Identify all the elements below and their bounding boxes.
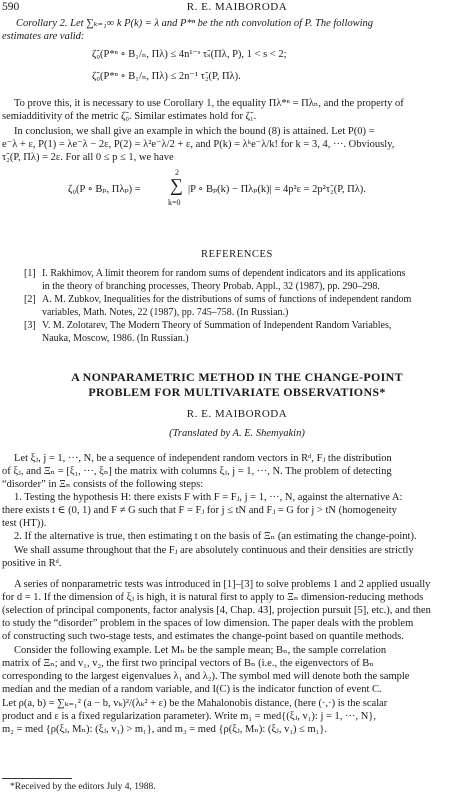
body-p5-line-4: to study the “disorder” problem in the spaces of low dimension. The paper deals with the problem — [2, 618, 414, 629]
sum-symbol: ∑ — [170, 175, 183, 195]
reference-2-line-2: variables, Math. Notes, 22 (1987), pp. 745–758. (In Russian.) — [42, 307, 289, 318]
reference-1-number: [1] — [24, 268, 36, 279]
body-p6-line-5: Let ρ(a, b) = ∑ₖ₌₁² (a − b, vₖ)²/(λₖ² + ε) be the Mahalonobis distance, (here (·,·) is the scalar — [2, 698, 388, 709]
body-p1-line-3: “disorder” in Ξₙ consists of the following steps: — [2, 479, 204, 490]
body-p5-line-1: A series of nonparametric tests was introduced in [1]–[3] to solve problems 1 and 2 applied usually — [14, 579, 431, 590]
body-p2-line-2: there exists t ∈ (0, 1) and F ≠ G such that F = Fⱼ for j ≤ tN and Fⱼ = G for j > tN (homogeneity — [2, 505, 397, 516]
body-p1-line-1: Let ξⱼ, j = 1, ···, N, be a sequence of independent random vectors in Rᵈ, Fⱼ the distribution — [14, 453, 392, 464]
body-p5-line-2: for d = 1. If the dimension of ξⱼ is high, it is natural first to apply to Ξₙ dimension-reducing methods — [2, 592, 424, 603]
page-number: 590 — [2, 1, 20, 13]
proof-line-3: In conclusion, we shall give an example in which the bound (8) is attained. Let P(0) = — [14, 126, 375, 137]
body-p6-line-6: product and ε is a fixed regularization parameter). Write m₁ = med{(ξⱼ, v₁): j = 1, ···, N}, — [2, 711, 377, 722]
sum-lower-limit: k=0 — [168, 198, 181, 207]
body-p5-line-5: of constructing such two-stage tests, and estimates the change-point based on quantile methods. — [2, 631, 404, 642]
corollary-equation-2: ζ̃₀(P*ⁿ ∘ B₁/ₙ, Πλ) ≤ 2n⁻¹ τ̃₂(P, Πλ). — [92, 71, 241, 82]
body-p6-line-4: median and the median of a random variable, and I(C) is the indicator function of event C. — [2, 684, 382, 695]
article-author: R. E. MAIBORODA — [186, 408, 288, 420]
footnote-rule — [2, 778, 72, 779]
body-p2-line-3: test (HT)). — [2, 518, 47, 529]
body-p4-line-1: We shall assume throughout that the Fⱼ are absolutely continuous and their densities are strictly — [14, 545, 414, 556]
example-equation-right: |P ∘ Bₚ(k) − Πλₚ(k)| = 4p²ε = 2p²τ̃₂(P, Πλ). — [188, 184, 366, 195]
reference-1-line-2: in the theory of branching processes, Theory Probab. Appl., 32 (1987), pp. 290–298. — [42, 281, 380, 292]
translator-note: (Translated by A. E. Shemyakin) — [169, 428, 305, 439]
body-p3-line-1: 2. If the alternative is true, then estimating t on the basis of Ξₙ (an estimating the change-point). — [14, 531, 417, 542]
reference-3-line-1: V. M. Zolotarev, The Modern Theory of Summation of Independent Random Variables, — [42, 320, 392, 331]
body-p1-line-2: of ξⱼ, and Ξₙ = [ξ₁, ···, ξₙ] the matrix with columns ξⱼ, j = 1, ···, N. The problem of detecting — [2, 466, 392, 477]
running-header-author: R. E. MAIBORODA — [186, 1, 288, 13]
sum-upper-limit: 2 — [175, 168, 179, 177]
proof-line-2: semiadditivity of the metric ζ̃₀. Similar estimates hold for ζ̃₁. — [2, 111, 257, 122]
reference-1-line-1: I. Rakhimov, A limit theorem for random sums of dependent indicators and its applications — [42, 268, 406, 279]
reference-3-line-2: Nauka, Moscow, 1986. (In Russian.) — [42, 333, 189, 344]
reference-2-number: [2] — [24, 294, 36, 305]
corollary-equation-1: ζ̃₀(P*ⁿ ∘ B₁/ₙ, Πλ) ≤ 4n¹⁻ˢ τ̃ₛ(Πλ, P), 1 < s < 2; — [92, 49, 287, 60]
reference-2-line-1: A. M. Zubkov, Inequalities for the distributions of sums of functions of independent random — [42, 294, 412, 305]
footnote-received: *Received by the editors July 4, 1988. — [10, 782, 156, 792]
corollary-statement-line-1: Corollary 2. Let ∑ₖ₌₁∞ k P(k) = λ and P*ⁿ be the nth convolution of P. The following — [16, 18, 374, 29]
body-p6-line-1: Consider the following example. Let Mₙ be the sample mean; Bₙ, the sample correlation — [14, 645, 387, 656]
references-heading: REFERENCES — [201, 249, 273, 260]
body-p2-line-1: 1. Testing the hypothesis H: there exists F with F = Fⱼ, j = 1, ···, N, against the alternative A: — [14, 492, 403, 503]
proof-line-4: e⁻λ + ε, P(1) = λe⁻λ − 2ε, P(2) = λ²e⁻λ/2 + ε, and P(k) = λᵏe⁻λ/k! for k = 3, 4, ···. Obviously, — [2, 139, 395, 150]
proof-line-1: To prove this, it is necessary to use Corollary 1, the equality Πλ*ⁿ = Πλₙ, and the property of — [14, 98, 404, 109]
body-p4-line-2: positive in Rᵈ. — [2, 558, 62, 569]
proof-line-5: τ̃₂(P, Πλ) = 2ε. For all 0 ≤ p ≤ 1, we have — [2, 152, 174, 163]
article-title-line-2: PROBLEM FOR MULTIVARIATE OBSERVATIONS* — [88, 385, 386, 399]
reference-3-number: [3] — [24, 320, 36, 331]
article-title-line-1: A NONPARAMETRIC METHOD IN THE CHANGE-POINT — [71, 370, 403, 384]
example-equation-left: ζ₀(P ∘ Bₚ, Πλₚ) = — [68, 184, 141, 195]
body-p6-line-3: corresponding to the largest eigenvalues λ₁ and λ₂). The symbol med will denote both the sample — [2, 671, 410, 682]
body-p6-line-2: matrix of Ξₙ; and v₁, v₂, the first two principal vectors of Bₙ (i.e., the eigenvectors of Bₙ — [2, 658, 374, 669]
body-p5-line-3: (selection of principal components, factor analysis [4, Chap. 43], projection pursuit [5], etc.), and then — [2, 605, 431, 616]
corollary-statement-line-2: estimates are valid: — [2, 31, 85, 42]
body-p6-line-7: m₂ = med {ρ(ξⱼ, Mₙ): (ξⱼ, v₁) > m₁}, and m₃ = med {ρ(ξⱼ, Mₙ): (ξⱼ, v₁) ≤ m₁}. — [2, 724, 327, 735]
